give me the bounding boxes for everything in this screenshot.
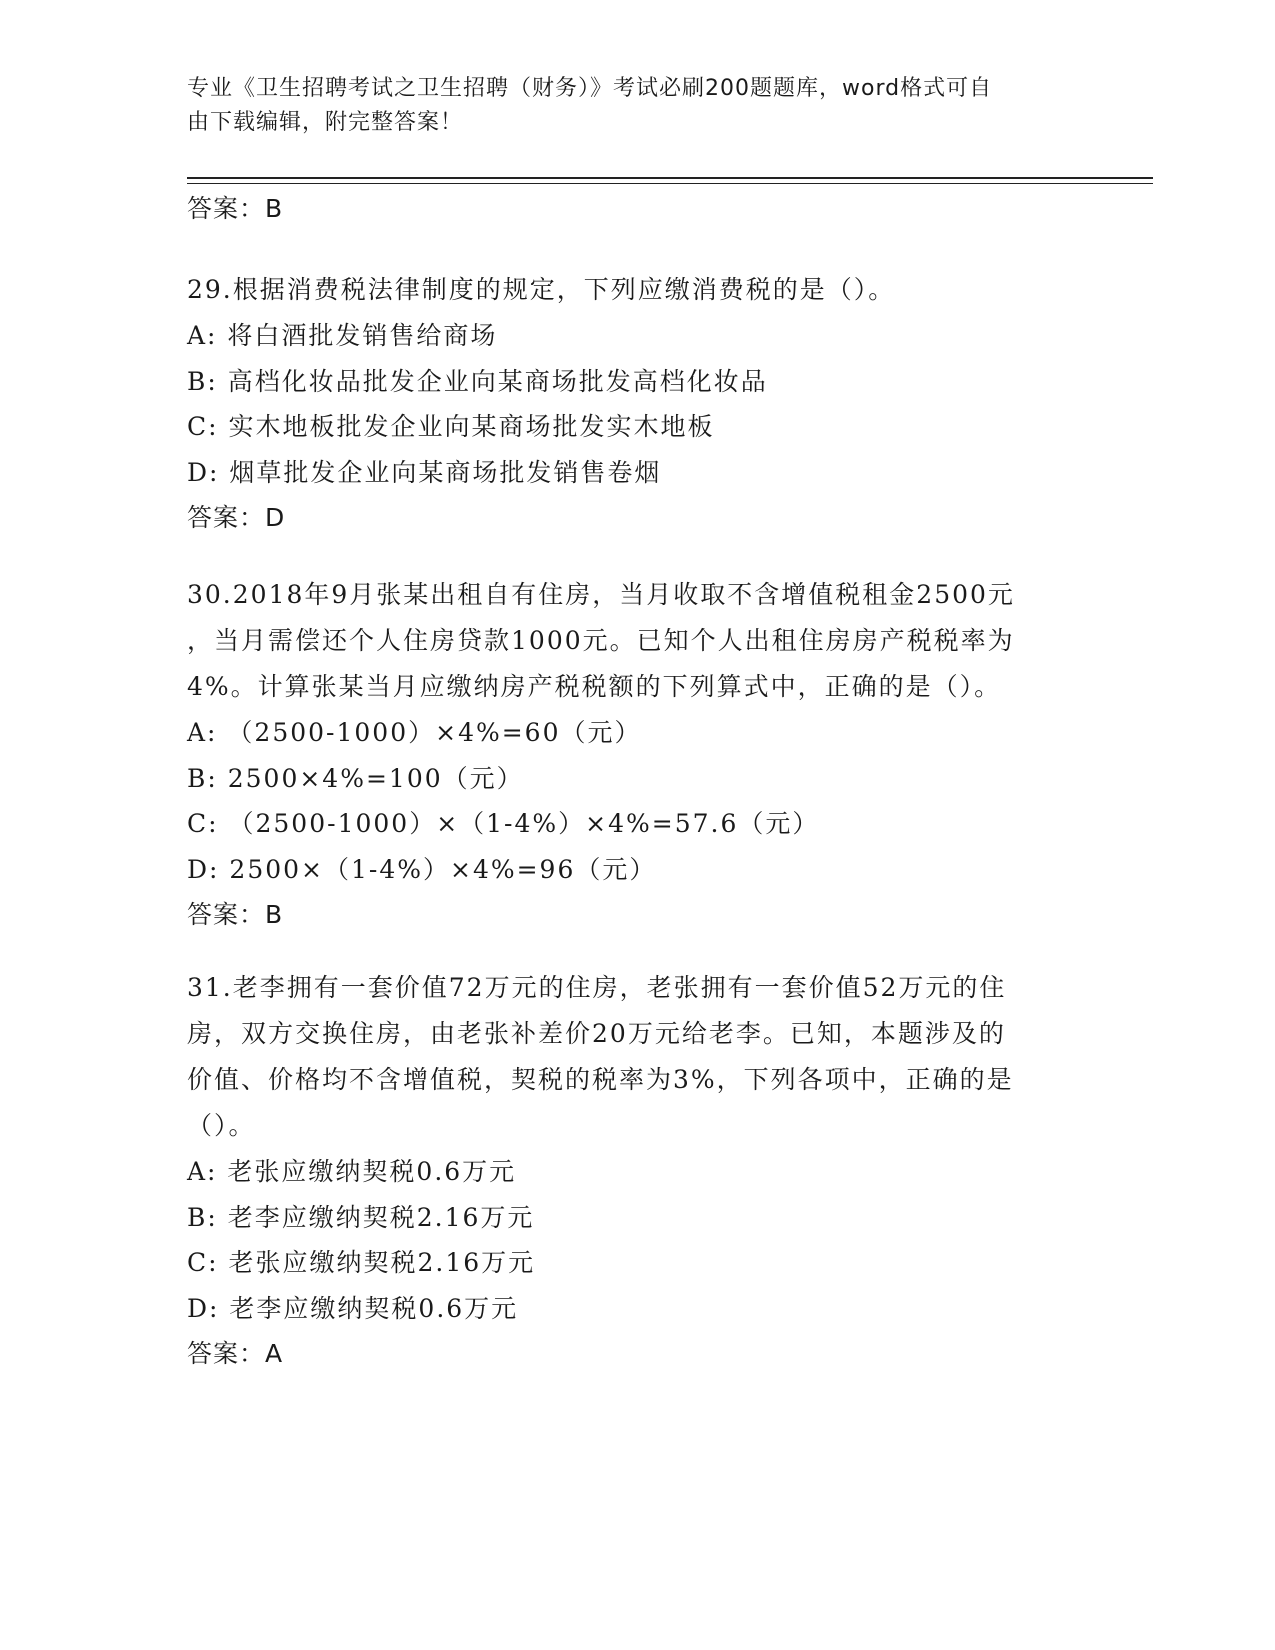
header-line-2: 由下载编辑，附完整答案！ bbox=[187, 110, 464, 135]
question-text-line: 29.根据消费税法律制度的规定，下列应缴消费税的是（）。 bbox=[187, 275, 896, 304]
question-30 bbox=[187, 572, 1087, 938]
option-c: C: （2500-1000）×（1-4%）×4%=57.6（元） bbox=[187, 809, 820, 838]
question-text-line: 房，双方交换住房，由老张补差价20万元给老李。已知，本题涉及的 bbox=[187, 1019, 1006, 1048]
option-d: D: 老李应缴纳契税0.6万元 bbox=[187, 1293, 519, 1323]
header-line-1: 专业《卫生招聘考试之卫生招聘（财务）》考试必刷200题题库，word格式可自 bbox=[187, 76, 993, 101]
previous-answer: 答案：B bbox=[187, 194, 284, 223]
option-b: B: 老李应缴纳契税2.16万元 bbox=[187, 1202, 535, 1232]
question-text-line: 31.老李拥有一套价值72万元的住房，老张拥有一套价值52万元的住 bbox=[187, 973, 1007, 1002]
option-c: C: 老张应缴纳契税2.16万元 bbox=[187, 1248, 536, 1277]
option-b: B: 2500×4%=100（元） bbox=[187, 763, 524, 793]
option-a: A: （2500-1000）×4%=60（元） bbox=[187, 718, 642, 747]
option-a: A: 老张应缴纳契税0.6万元 bbox=[187, 1157, 517, 1186]
answer: 答案：A bbox=[187, 1339, 284, 1368]
question-text-line: 30.2018年9月张某出租自有住房，当月收取不含增值税租金2500元 bbox=[187, 580, 1015, 609]
document-header bbox=[187, 72, 1067, 140]
option-a: A: 将白酒批发销售给商场 bbox=[187, 321, 498, 350]
header-rule-thin bbox=[187, 183, 1153, 184]
question-text-line: 4%。计算张某当月应缴纳房产税税额的下列算式中，正确的是（）。 bbox=[187, 672, 1002, 701]
question-31 bbox=[187, 965, 1087, 1377]
option-b: B: 高档化妆品批发企业向某商场批发高档化妆品 bbox=[187, 366, 768, 396]
option-d: D: 烟草批发企业向某商场批发销售卷烟 bbox=[187, 457, 662, 487]
question-text-line: （）。 bbox=[187, 1111, 256, 1140]
option-d: D: 2500×（1-4%）×4%=96（元） bbox=[187, 854, 657, 884]
option-c: C: 实木地板批发企业向某商场批发实木地板 bbox=[187, 412, 715, 441]
question-29 bbox=[187, 267, 1087, 541]
answer: 答案：D bbox=[187, 503, 286, 532]
answer: 答案：B bbox=[187, 900, 284, 929]
question-text-line: ，当月需偿还个人住房贷款1000元。已知个人出租住房房产税税率为 bbox=[187, 626, 1015, 655]
question-text-line: 价值、价格均不含增值税，契税的税率为3%，下列各项中，正确的是 bbox=[187, 1065, 1014, 1094]
header-rule-thick bbox=[187, 177, 1153, 179]
